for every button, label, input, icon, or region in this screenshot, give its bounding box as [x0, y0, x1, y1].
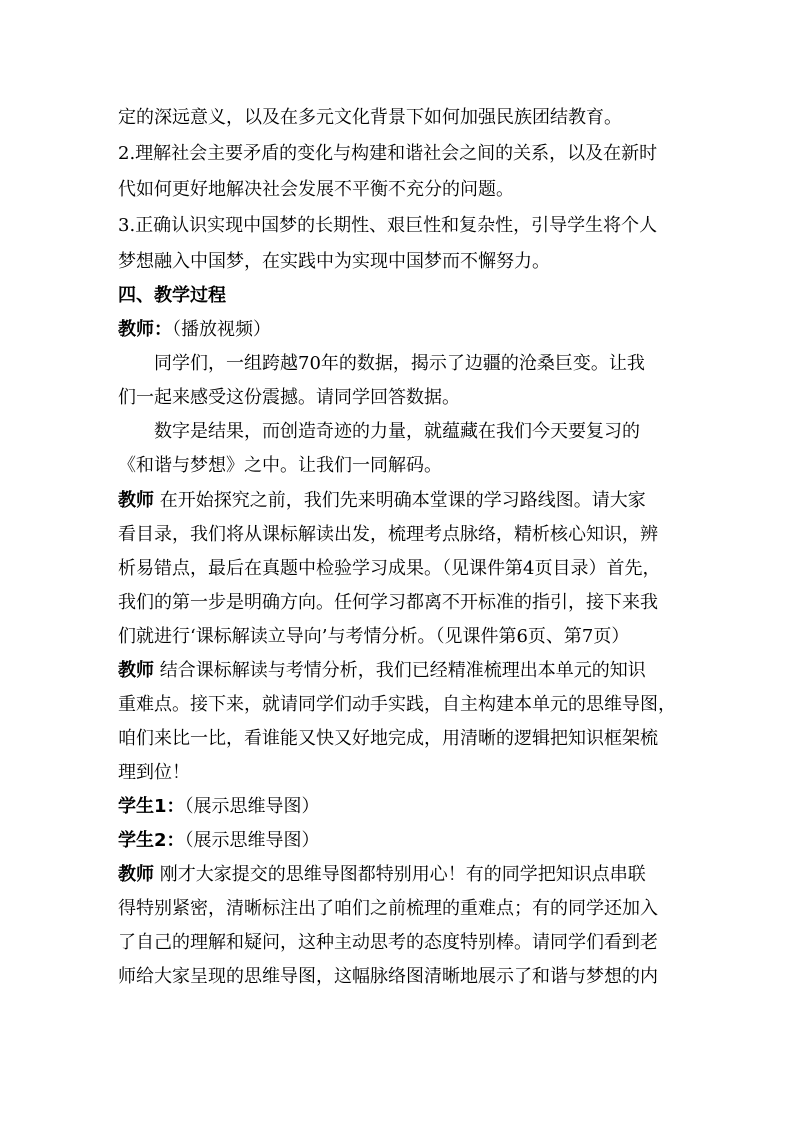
dialogue-text: 结合课标解读与考情分析，我们已经精准梳理出本单元的知识 [159, 660, 646, 681]
speaker-label: 教师 [118, 864, 154, 885]
dialogue-line [118, 826, 678, 856]
text-line: 得特别紧密，清晰标注出了咱们之前梳理的重难点；有的同学还加入 [118, 898, 658, 919]
dialogue-text: （播放视频） [172, 319, 271, 340]
dialogue-line [118, 792, 678, 822]
objective-3-line: 3.正确认识实现中国梦的长期性、艰巨性和复杂性，引导学生将个人 [118, 215, 658, 236]
dialogue-text: （展示思维导图） [184, 796, 320, 817]
speaker-label: 教师 [118, 660, 154, 681]
text-line: 师给大家呈现的思维导图，这幅脉络图清晰地展示了和谐与梦想的内 [118, 966, 658, 987]
text-line: 重难点。接下来，就请同学们动手实践，自主构建本单元的思维导图， [118, 694, 676, 715]
text-line: 《和谐与梦想》之中。让我们一同解码。 [118, 455, 442, 476]
text-line: 了自己的理解和疑问，这种主动思考的态度特别棒。请同学们看到老 [118, 932, 658, 953]
speaker-label: 教师： [118, 319, 172, 340]
speaker-label: 学生1： [118, 796, 185, 817]
paragraph-line: 同学们，一组跨越70年的数据，揭示了边疆的沧桑巨变。让我 [154, 353, 645, 374]
dialogue-line [118, 315, 678, 345]
dialogue-line [118, 860, 678, 890]
text-line: 定的深远意义，以及在多元文化背景下如何加强民族团结教育。 [118, 107, 622, 128]
dialogue-line [118, 656, 678, 686]
paragraph-line: 数字是结果，而创造奇迹的力量，就蕴藏在我们今天要复习的 [154, 421, 640, 442]
text-line: 咱们来比一比，看谁能又快又好地完成，用清晰的逻辑把知识框架梳 [118, 728, 658, 749]
text-line: 梦想融入中国梦，在实践中为实现中国梦而不懈努力。 [118, 251, 550, 272]
dialogue-text: （展示思维导图） [184, 830, 320, 851]
text-line: 代如何更好地解决社会发展不平衡不充分的问题。 [118, 179, 514, 200]
dialogue-text: 刚才大家提交的思维导图都特别用心！有的同学把知识点串联 [159, 864, 646, 885]
text-line: 析易错点，最后在真题中检验学习成果。（见课件第4页目录）首先， [118, 558, 661, 579]
text-line: 我们的第一步是明确方向。任何学习都离不开标准的指引，接下来我 [118, 592, 658, 613]
text-line: 理到位！ [118, 762, 190, 783]
dialogue-line [118, 486, 678, 516]
text-line: 看目录，我们将从课标解读出发，梳理考点脉络，精析核心知识，辨 [118, 524, 658, 545]
section-heading: 四、教学过程 [118, 285, 226, 306]
objective-2-line: 2.理解社会主要矛盾的变化与构建和谐社会之间的关系，以及在新时 [118, 143, 658, 164]
dialogue-text: 在开始探究之前，我们先来明确本堂课的学习路线图。请大家 [159, 490, 646, 511]
speaker-label: 学生2： [118, 830, 185, 851]
text-line: 们一起来感受这份震撼。请同学回答数据。 [118, 387, 460, 408]
text-line: 们就进行‘课标解读立导向’与考情分析。（见课件第6页、第7页） [118, 626, 630, 647]
speaker-label: 教师 [118, 490, 154, 511]
